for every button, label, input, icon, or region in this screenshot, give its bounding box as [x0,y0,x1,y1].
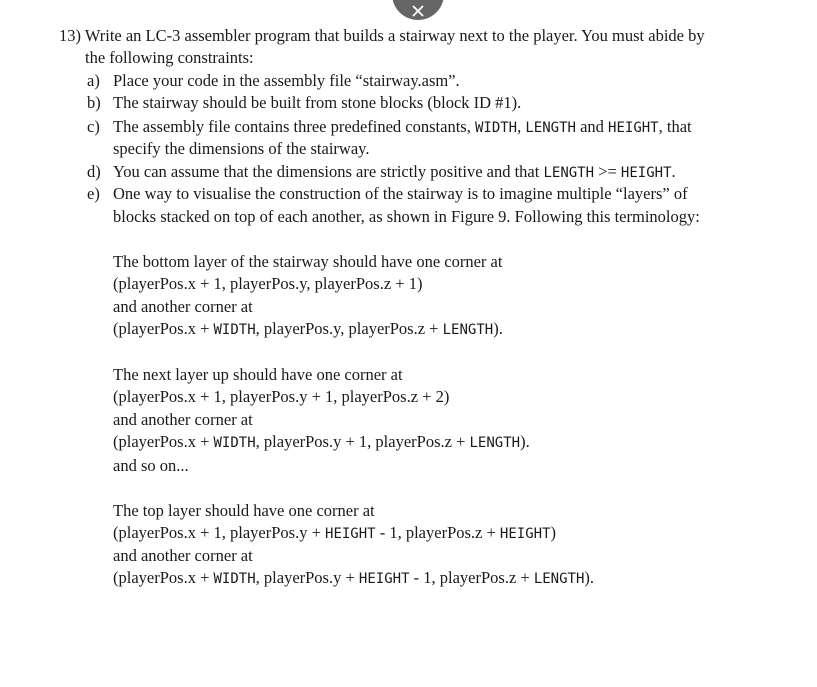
item-label: c) [87,117,100,136]
question-intro-line2: the following constraints: [85,48,254,67]
code-height: HEIGHT [620,165,672,181]
next-layer-line1: The next layer up should have one corner at [113,365,403,384]
item-label: b) [87,93,101,112]
code-length: LENGTH [469,435,521,451]
close-icon [411,4,425,18]
code-length: LENGTH [533,571,585,587]
code-height: HEIGHT [325,526,376,542]
bottom-layer-line4: (playerPos.x + WIDTH, playerPos.y, playerPos.z + LENGTH). [113,319,503,338]
code-length: LENGTH [525,120,576,136]
code-width: WIDTH [213,571,256,587]
next-layer-line3: and another corner at [113,410,253,429]
item-text-line2: blocks stacked on top of each another, as shown in Figure 9. Following this terminology: [113,207,700,226]
close-button[interactable] [392,0,444,20]
item-text: Place your code in the assembly file “stairway.asm”. [113,71,460,90]
item-label: e) [87,184,100,203]
top-layer-line2: (playerPos.x + 1, playerPos.y + HEIGHT - 1, playerPos.z + HEIGHT) [113,523,556,542]
next-layer-line5: and so on... [113,456,189,475]
question-intro [59,26,705,46]
item-text: You can assume that the dimensions are strictly positive and that LENGTH >= HEIGHT. [113,162,676,181]
question-number: 13) [59,26,81,45]
question-intro-text: Write an LC-3 assembler program that builds a stairway next to the player. You must abide by [84,26,705,45]
item-text: The assembly file contains three predefined constants, WIDTH, LENGTH and HEIGHT, that [113,117,692,136]
code-length: LENGTH [442,322,494,338]
next-layer-line2: (playerPos.x + 1, playerPos.y + 1, playerPos.z + 2) [113,387,450,406]
item-label: a) [87,71,100,90]
bottom-layer-line1: The bottom layer of the stairway should have one corner at [113,252,503,271]
top-layer-line4: (playerPos.x + WIDTH, playerPos.y + HEIGHT - 1, playerPos.z + LENGTH). [113,568,595,587]
item-text: The stairway should be built from stone blocks (block ID #1). [113,93,522,112]
top-layer-line3: and another corner at [113,546,253,565]
item-label: d) [87,162,101,181]
code-height: HEIGHT [608,120,659,136]
code-width: WIDTH [213,322,256,338]
item-text: One way to visualise the construction of the stairway is to imagine multiple “layers” of [113,184,688,203]
bottom-layer-line2: (playerPos.x + 1, playerPos.y, playerPos.z + 1) [113,274,423,293]
bottom-layer-line3: and another corner at [113,297,253,316]
code-width: WIDTH [213,435,256,451]
top-layer-line1: The top layer should have one corner at [113,501,375,520]
code-length: LENGTH [543,165,595,181]
code-height: HEIGHT [499,526,551,542]
item-text-line2: specify the dimensions of the stairway. [113,139,370,158]
code-width: WIDTH [474,120,518,136]
code-height: HEIGHT [358,571,410,587]
next-layer-line4: (playerPos.x + WIDTH, playerPos.y + 1, playerPos.z + LENGTH). [113,432,530,451]
